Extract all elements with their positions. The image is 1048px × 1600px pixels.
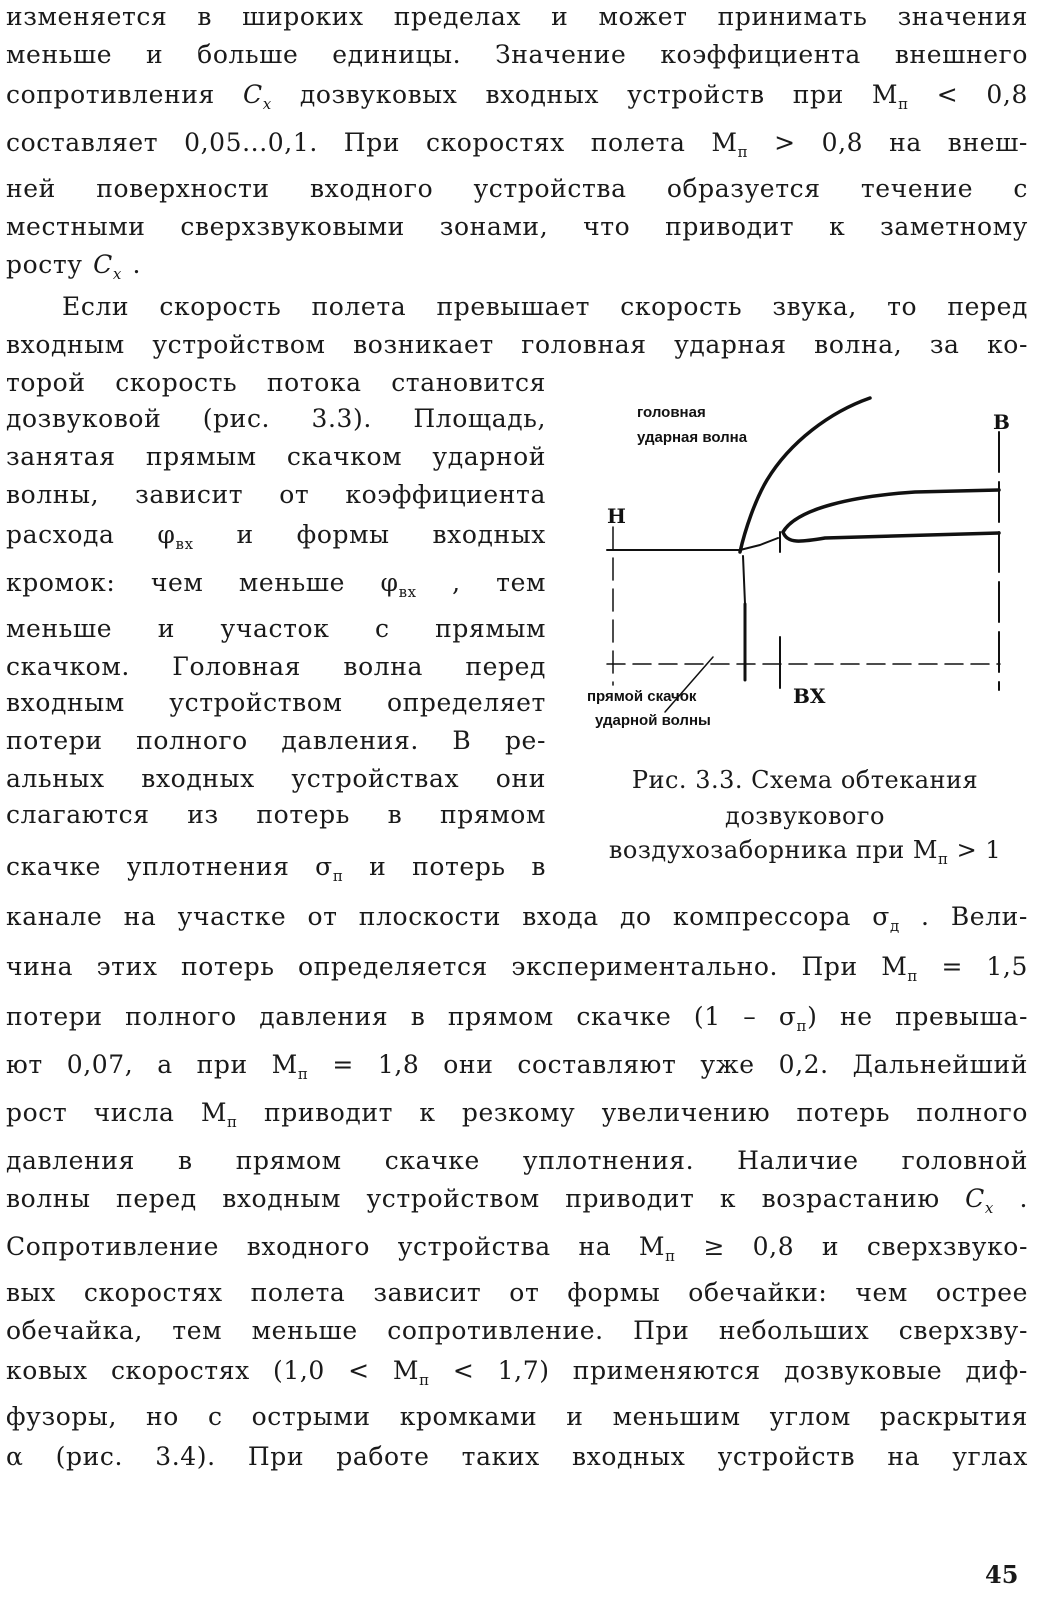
text-line: скачке уплотнения $\sigma_п$ и потерь в (6, 852, 546, 885)
text-line: скачком. Головная волна перед (6, 652, 546, 681)
head-wave-label-2: ударная волна (637, 429, 748, 446)
text-line: волны, зависит от коэффициента (6, 480, 546, 509)
text-line: Если скорость полета превышает скорость звука, то перед (62, 292, 1028, 321)
text-line: ковых скоростях $(1,0 < М_п < 1,7)$ применяются дозвуковые диф- (6, 1356, 1028, 1389)
text-line: входным устройством определяет (6, 688, 546, 717)
text-line: фузоры, но с острыми кромками и меньшим углом раскрытия (6, 1402, 1028, 1431)
head-wave-label-1: головная (637, 404, 706, 421)
text-line: Сопротивление входного устройства на $М_п \ge 0,8$ и сверхзвуко- (6, 1232, 1028, 1265)
text-line: занятая прямым скачком ударной (6, 442, 546, 471)
text-line: составляет 0,05...0,1. При скоростях полета $М_п > 0,8$ на внеш- (6, 128, 1028, 161)
text-line: меньше и участок с прямым (6, 614, 546, 643)
text-line: дозвуковой (рис. 3.3). Площадь, (6, 404, 546, 433)
text-line: меньше и больше единицы. Значение коэффициента внешнего (6, 40, 1028, 69)
figure-caption-line: дозвукового (725, 802, 885, 830)
text-line: давления в прямом скачке уплотнения. Наличие головной (6, 1146, 1028, 1175)
text-line: потери полного давления в прямом скачке $(1 - \sigma_п)$ не превыша- (6, 1002, 1028, 1035)
text-line: рост числа $М_п$ приводит к резкому увеличению потерь полного (6, 1098, 1028, 1131)
text-line: ней поверхности входного устройства образуется течение с (6, 174, 1028, 203)
text-line: торой скорость потока становится (6, 368, 546, 397)
cowl-outer (783, 490, 999, 532)
normal-shock-label-1: прямой скачок (587, 688, 697, 705)
text-line: потери полного давления. В ре- (6, 726, 546, 755)
text-line: расхода $\varphi_{вх}$ и формы входных (6, 520, 546, 553)
text-line: изменяется в широких пределах и может принимать значения (6, 2, 1028, 31)
text-line: слагаются из потерь в прямом (6, 800, 546, 829)
page-number: 45 (985, 1560, 1019, 1589)
text-line: местными сверхзвуковыми зонами, что приводит к заметному (6, 212, 1028, 241)
normal-shock-label-2: ударной волны (595, 712, 711, 729)
text-line: росту $C_x$ . (6, 250, 142, 283)
figure-3-3 (585, 392, 1025, 732)
text-line: чина этих потерь определяется экспериментально. При $М_п = 1,5$ (6, 952, 1028, 985)
normal-shock-top (743, 556, 745, 604)
cowl-inner (783, 532, 999, 541)
figure-caption-line: воздухозаборника при $М_п > 1$ (608, 836, 1002, 868)
section-h-letter: Н (607, 504, 626, 528)
figure-caption-line: Рис. 3.3. Схема обтекания (631, 766, 979, 794)
text-line: сопротивления $C_x$ дозвуковых входных устройств при $М_п < 0,8$ (6, 80, 1028, 113)
text-line: обечайка, тем меньше сопротивление. При небольших сверхзву- (6, 1316, 1028, 1345)
text-line: альных входных устройствах они (6, 764, 546, 793)
text-line: входным устройством возникает головная ударная волна, за ко- (6, 330, 1028, 359)
text-line: ют 0,07, а при $М_п = 1,8$ они составляют уже 0,2. Дальнейший (6, 1050, 1028, 1083)
text-line: α (рис. 3.4). При работе таких входных устройств на углах (6, 1442, 1028, 1471)
section-v-letter: В (993, 410, 1010, 434)
text-line: канале на участке от плоскости входа до компрессора $\sigma_д$ . Вели- (6, 902, 1028, 935)
text-line: вых скоростях полета зависит от формы обечайки: чем острее (6, 1278, 1028, 1307)
text-line: волны перед входным устройством приводит к возрастанию $C_x$ . (6, 1184, 1029, 1217)
text-line: кромок: чем меньше $\varphi_{вх}$ , тем (6, 568, 547, 601)
head-shock-wave (740, 398, 870, 552)
section-vx-letter: ВХ (793, 684, 826, 708)
streamline-to-lip (740, 538, 778, 550)
